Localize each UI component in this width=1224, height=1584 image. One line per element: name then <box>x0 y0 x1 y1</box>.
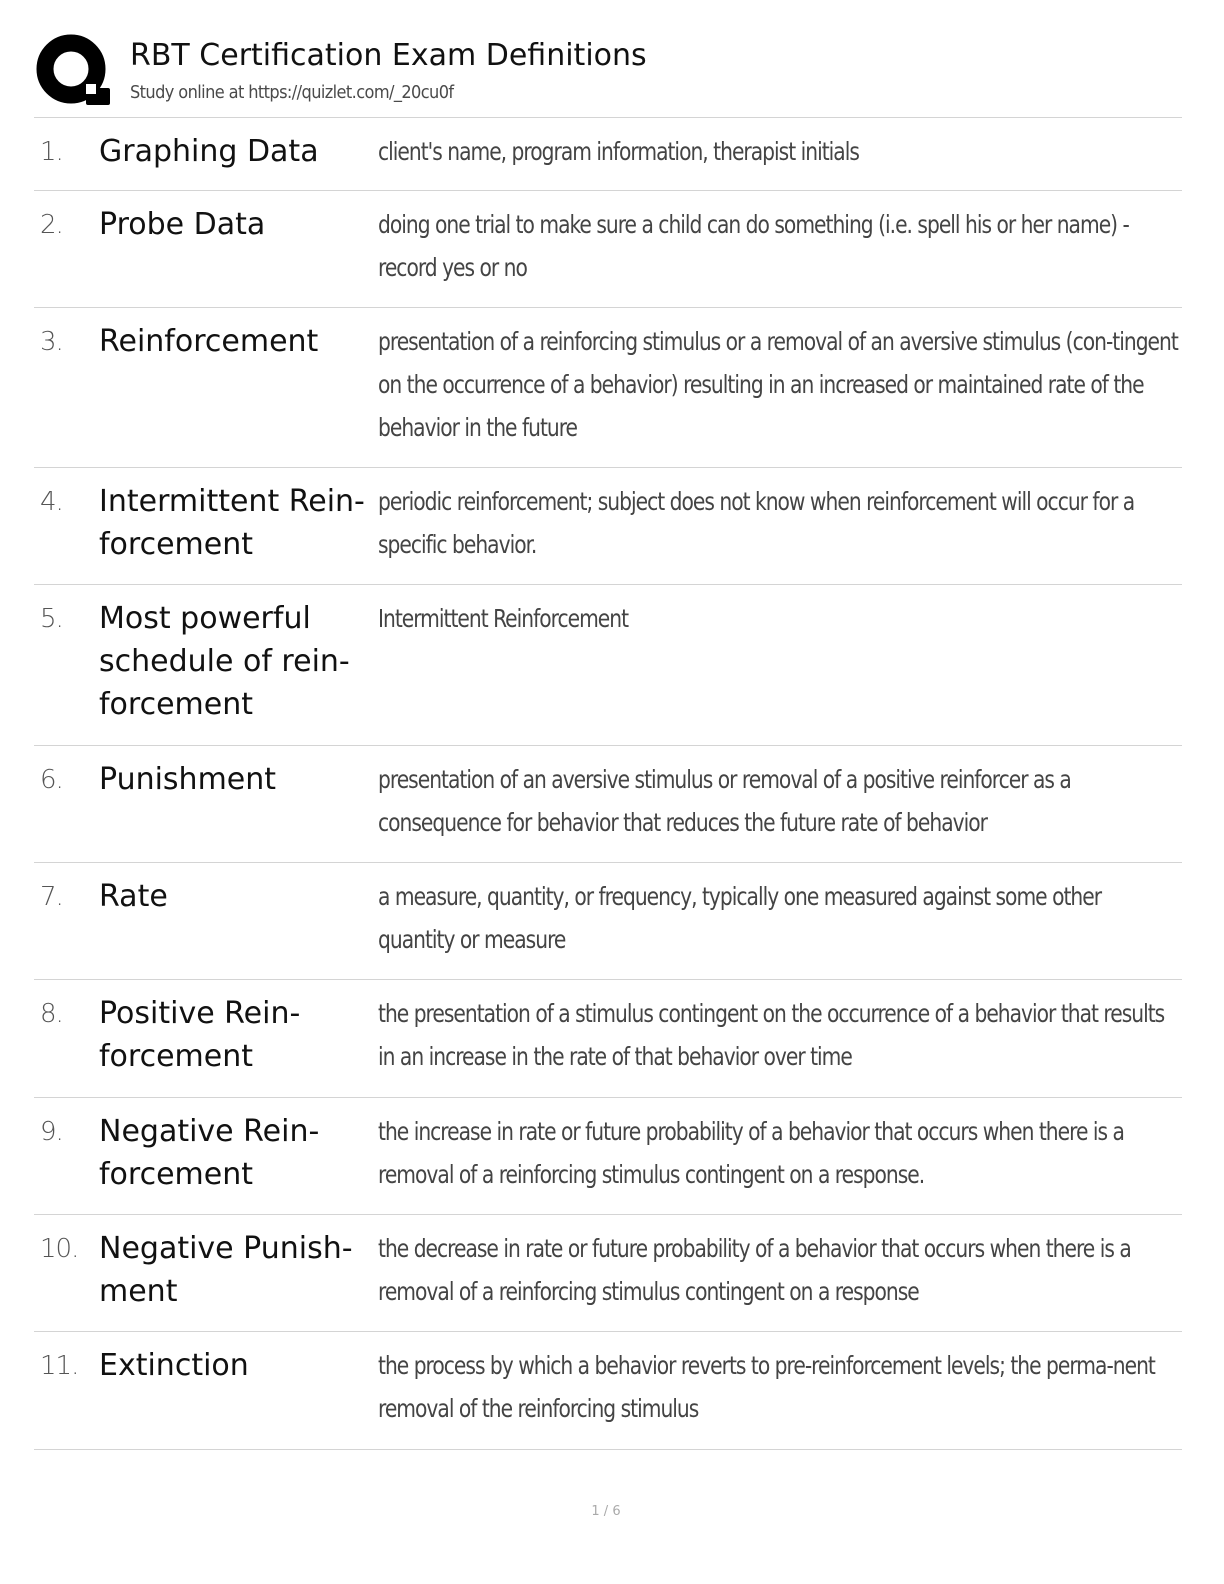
card-definition <box>378 1110 1124 1196</box>
flashcard-row <box>34 308 1182 468</box>
card-term: Positive Rein-forcement <box>99 996 301 1074</box>
page-title: RBT Certification Exam Definitions <box>130 38 647 73</box>
card-term: Reinforcement <box>99 324 319 359</box>
flashcard-row <box>34 585 1182 746</box>
card-definition <box>378 758 1098 844</box>
card-definition-text: the decrease in rate or future probability of a behavior that occurs when there is a removal of a reinforcing stimulus contingent on a response <box>378 1234 1131 1306</box>
card-number: 8. <box>40 999 63 1029</box>
card-term: Probe Data <box>99 207 266 242</box>
card-term: Punishment <box>99 762 277 797</box>
flashcard-row <box>34 468 1182 585</box>
flashcard-row <box>34 863 1182 980</box>
flashcard-row <box>34 1215 1182 1332</box>
card-definition <box>378 875 1102 961</box>
card-number: 2. <box>40 210 63 240</box>
card-definition <box>378 1344 1155 1430</box>
card-definition <box>378 1227 1131 1313</box>
card-term: Most powerful schedule of rein-forcement <box>99 601 350 722</box>
card-term: Rate <box>99 879 168 914</box>
page-number: 1 / 6 <box>591 1504 621 1519</box>
card-number: 6. <box>40 765 63 795</box>
card-number: 7. <box>40 882 63 912</box>
card-number: 3. <box>40 327 63 357</box>
card-number: 4. <box>40 487 63 517</box>
flashcard-row <box>34 746 1182 863</box>
card-number: 5. <box>40 604 63 634</box>
quizlet-q-logo-icon <box>34 32 112 110</box>
flashcard-row <box>34 191 1182 308</box>
card-definition-text: presentation of a reinforcing stimulus or a removal of an aversive stimulus (con-tingent on the occurrence of a behavior) resulting in an increased or maintained rate of the behavior in the future <box>378 327 1178 442</box>
card-term: Extinction <box>99 1348 249 1383</box>
card-definition-text: doing one trial to make sure a child can do something (i.e. spell his or her name) - record yes or no <box>378 210 1129 282</box>
card-definition <box>378 130 1098 173</box>
card-number: 10. <box>40 1234 79 1264</box>
card-definition-text: the presentation of a stimulus contingent on the occurrence of a behavior that results in an increase in the rate of that behavior over time <box>378 999 1165 1071</box>
card-definition <box>378 992 1165 1078</box>
card-term: Negative Punish-ment <box>99 1231 353 1309</box>
card-definition <box>378 203 1129 289</box>
card-definition-text: the process by which a behavior reverts to pre-reinforcement levels; the perma-nent removal of the reinforcing stimulus <box>378 1351 1155 1423</box>
card-term: Graphing Data <box>99 134 319 169</box>
card-definition-text: presentation of an aversive stimulus or removal of a positive reinforcer as a consequence for behavior that reduces the future rate of behavior <box>378 765 1071 837</box>
card-term: Negative Rein-forcement <box>99 1114 320 1192</box>
card-definition-text: client's name, program information, therapist initials <box>378 137 859 166</box>
flashcard-row <box>34 1332 1182 1450</box>
card-definition-text: Intermittent Reinforcement <box>378 604 629 633</box>
card-definition-text: a measure, quantity, or frequency, typically one measured against some other quantity or measure <box>378 882 1102 954</box>
card-number: 9. <box>40 1117 63 1147</box>
card-definition-text: the increase in rate or future probability of a behavior that occurs when there is a removal of a reinforcing stimulus contingent on a response. <box>378 1117 1124 1189</box>
flashcard-row <box>34 1098 1182 1215</box>
card-number: 11. <box>40 1351 79 1381</box>
card-definition <box>378 597 1098 640</box>
card-number: 1. <box>40 137 63 167</box>
flashcard-row <box>34 118 1182 191</box>
study-online-link[interactable]: Study online at https://quizlet.com/_20cu0f <box>130 82 454 103</box>
page-header <box>34 32 1184 112</box>
card-term: Intermittent Rein-forcement <box>99 484 365 562</box>
flashcard-row <box>34 980 1182 1098</box>
card-definition-text: periodic reinforcement; subject does not know when reinforcement will occur for a specific behavior. <box>378 487 1135 559</box>
card-definition <box>378 320 1178 449</box>
card-definition <box>378 480 1135 566</box>
flashcard-list <box>34 118 1182 1450</box>
